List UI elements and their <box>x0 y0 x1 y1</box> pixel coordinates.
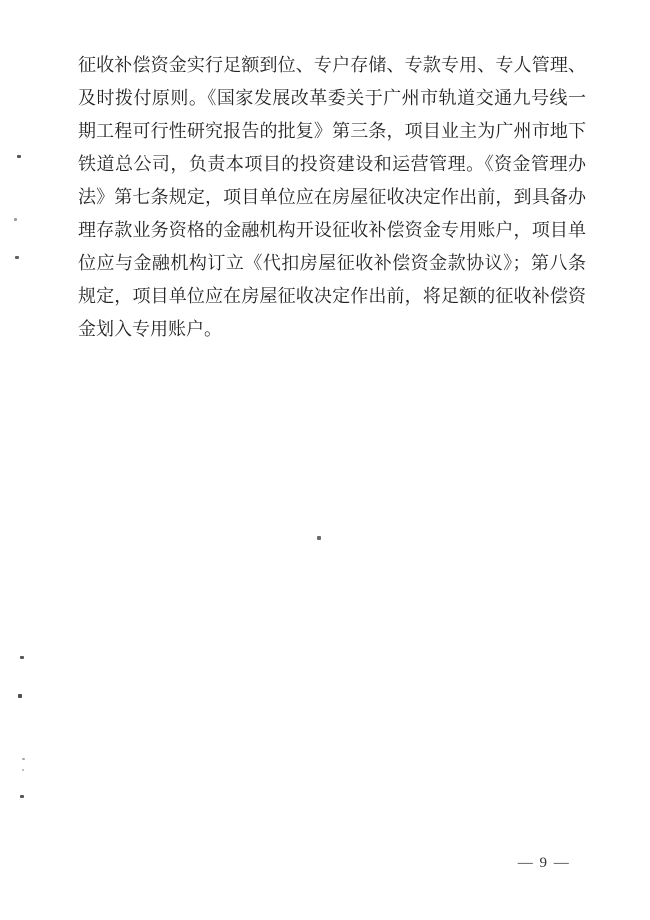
body-text <box>78 49 586 346</box>
scan-speck <box>22 758 25 760</box>
scan-speck <box>20 656 24 659</box>
paragraph-line: 铁道总公司，负责本项目的投资建设和运营管理。《资金管理办 <box>78 154 586 174</box>
scan-speck <box>22 769 24 771</box>
paragraph-line: 及时拨付原则。《国家发展改革委关于广州市轨道交通九号线一 <box>78 88 586 108</box>
scan-speck <box>20 795 24 798</box>
paragraph-line: 金划入专用账户。 <box>78 319 222 339</box>
scan-speck <box>15 256 19 259</box>
paragraph-line: 法》第七条规定，项目单位应在房屋征收决定作出前，到具备办 <box>78 187 586 207</box>
paragraph-line: 位应与金融机构订立《代扣房屋征收补偿资金款协议》；第八条 <box>78 253 586 273</box>
paragraph-line: 规定，项目单位应在房屋征收决定作出前，将足额的征收补偿资 <box>78 286 586 306</box>
scan-speck <box>17 155 21 158</box>
paragraph-line: 征收补偿资金实行足额到位、专户存储、专款专用、专人管理、 <box>78 55 586 75</box>
page-number: — 9 — <box>517 855 571 871</box>
scan-speck <box>317 536 321 540</box>
paragraph-line: 期工程可行性研究报告的批复》第三条，项目业主为广州市地下 <box>78 121 586 141</box>
scan-speck <box>18 694 22 698</box>
scan-speck <box>14 218 17 221</box>
paragraph-line: 理存款业务资格的金融机构开设征收补偿资金专用账户，项目单 <box>78 220 586 240</box>
